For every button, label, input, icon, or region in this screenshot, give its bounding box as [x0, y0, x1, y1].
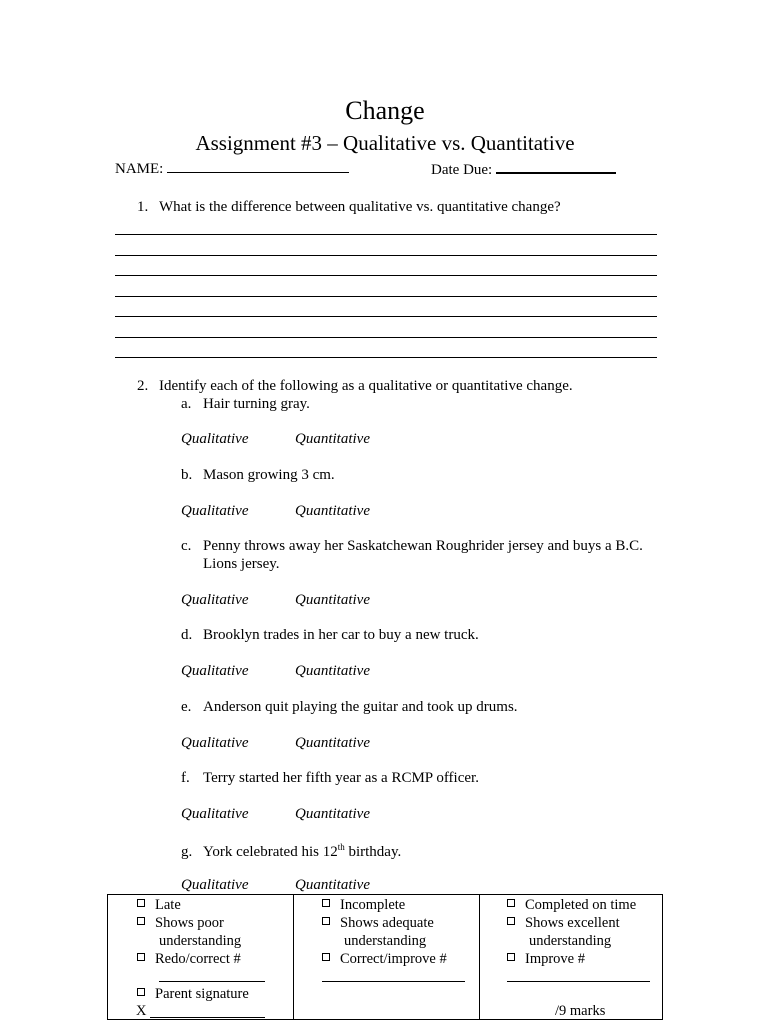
choice-qualitative[interactable]: Qualitative [181, 431, 249, 447]
question-text: What is the difference between qualitative vs. quantitative change? [159, 199, 561, 215]
column-divider [293, 895, 294, 1019]
date-due-label: Date Due: [431, 162, 493, 178]
choice-qualitative[interactable]: Qualitative [181, 592, 249, 608]
name-row [115, 158, 349, 178]
checkbox-icon [137, 953, 145, 961]
choice-qualitative[interactable]: Qualitative [181, 806, 249, 822]
question-2 [137, 378, 573, 395]
superscript: th [337, 842, 345, 852]
question-1 [137, 199, 561, 216]
improve-blank[interactable] [507, 981, 650, 982]
choice-quantitative[interactable]: Quantitative [295, 663, 370, 679]
checkbox-icon [322, 917, 330, 925]
choice-quantitative[interactable]: Quantitative [295, 503, 370, 519]
rubric-item-redo[interactable] [137, 950, 241, 968]
sub-question-letter: b. [181, 467, 193, 483]
sub-question-letter: g. [181, 844, 193, 860]
sub-question-c-continued: Lions jersey. [203, 556, 280, 572]
sub-question-text: York celebrated his 12 [203, 844, 338, 860]
rubric-label: Shows excellent [525, 915, 620, 931]
checkbox-icon [322, 899, 330, 907]
answer-line[interactable] [115, 296, 657, 297]
sub-question-g [181, 842, 401, 861]
rubric-item-improve[interactable] [507, 950, 585, 968]
rubric-label-continued: understanding [344, 933, 427, 949]
answer-line[interactable] [115, 255, 657, 256]
rubric-table [107, 894, 663, 1020]
sub-question-letter: c. [181, 538, 192, 554]
sub-question-c [181, 538, 643, 555]
answer-line[interactable] [115, 337, 657, 338]
rubric-label-continued: understanding [529, 933, 612, 949]
signature-x-label: X [136, 1003, 147, 1019]
checkbox-icon [137, 899, 145, 907]
sub-question-text: Terry started her fifth year as a RCMP officer. [203, 770, 479, 786]
rubric-label: Shows poor [155, 915, 224, 931]
sub-question-text: Mason growing 3 cm. [203, 467, 335, 483]
rubric-item-incomplete[interactable] [322, 896, 405, 914]
rubric-item-shows-adequate[interactable] [322, 914, 434, 932]
assignment-subtitle: Assignment #3 – Qualitative vs. Quantitative [195, 131, 575, 155]
rubric-label-continued: understanding [159, 933, 242, 949]
answer-line[interactable] [115, 275, 657, 276]
column-divider [479, 895, 480, 1019]
rubric-item-late[interactable] [137, 896, 181, 914]
date-due-row [431, 158, 616, 179]
rubric-item-shows-poor[interactable] [137, 914, 224, 932]
sub-question-letter: d. [181, 627, 193, 643]
date-due-field[interactable] [496, 158, 616, 174]
rubric-item-shows-excellent[interactable] [507, 914, 620, 932]
rubric-label: Parent signature [155, 986, 249, 1002]
sub-question-text-after: birthday. [344, 844, 402, 860]
name-label: NAME: [115, 161, 164, 177]
choice-quantitative[interactable]: Quantitative [295, 592, 370, 608]
checkbox-icon [507, 953, 515, 961]
rubric-label: Incomplete [340, 897, 406, 913]
sub-question-e [181, 699, 518, 716]
answer-line[interactable] [115, 357, 657, 358]
answer-line[interactable] [115, 234, 657, 235]
rubric-label: Correct/improve # [340, 951, 447, 967]
checkbox-icon [137, 917, 145, 925]
checkbox-icon [507, 917, 515, 925]
checkbox-icon [322, 953, 330, 961]
choice-quantitative[interactable]: Quantitative [295, 877, 370, 893]
question-text: Identify each of the following as a qualitative or quantitative change. [159, 378, 573, 394]
choice-qualitative[interactable]: Qualitative [181, 735, 249, 751]
rubric-label: Shows adequate [340, 915, 434, 931]
rubric-label: Late [155, 897, 181, 913]
rubric-label: Improve # [525, 951, 585, 967]
choice-qualitative[interactable]: Qualitative [181, 663, 249, 679]
checkbox-icon [507, 899, 515, 907]
rubric-item-correct-improve[interactable] [322, 950, 447, 968]
rubric-item-parent-signature[interactable] [137, 985, 249, 1003]
sub-question-letter: e. [181, 699, 192, 715]
choice-qualitative[interactable]: Qualitative [181, 503, 249, 519]
correct-improve-blank[interactable] [322, 981, 465, 982]
sub-question-f [181, 770, 479, 787]
signature-blank[interactable] [150, 1017, 265, 1018]
choice-quantitative[interactable]: Quantitative [295, 735, 370, 751]
sub-question-text: Hair turning gray. [203, 396, 310, 412]
choice-quantitative[interactable]: Quantitative [295, 431, 370, 447]
question-number: 1. [137, 199, 149, 215]
sub-question-letter: a. [181, 396, 192, 412]
rubric-label: Redo/correct # [155, 951, 241, 967]
sub-question-text: Brooklyn trades in her car to buy a new truck. [203, 627, 479, 643]
sub-question-text: Penny throws away her Saskatchewan Roughrider jersey and buys a B.C. [203, 538, 643, 554]
rubric-label: Completed on time [525, 897, 637, 913]
sub-question-a [181, 396, 310, 413]
sub-question-letter: f. [181, 770, 190, 786]
name-field[interactable] [167, 158, 349, 173]
question-number: 2. [137, 378, 149, 394]
page-title: Change [345, 96, 425, 125]
total-marks: /9 marks [555, 1003, 606, 1019]
answer-line[interactable] [115, 316, 657, 317]
redo-blank[interactable] [159, 981, 265, 982]
sub-question-b [181, 467, 335, 484]
sub-question-text: Anderson quit playing the guitar and took up drums. [203, 699, 518, 715]
sub-question-d [181, 627, 479, 644]
choice-quantitative[interactable]: Quantitative [295, 806, 370, 822]
checkbox-icon [137, 988, 145, 996]
rubric-item-completed-on-time[interactable] [507, 896, 636, 914]
choice-qualitative[interactable]: Qualitative [181, 877, 249, 893]
